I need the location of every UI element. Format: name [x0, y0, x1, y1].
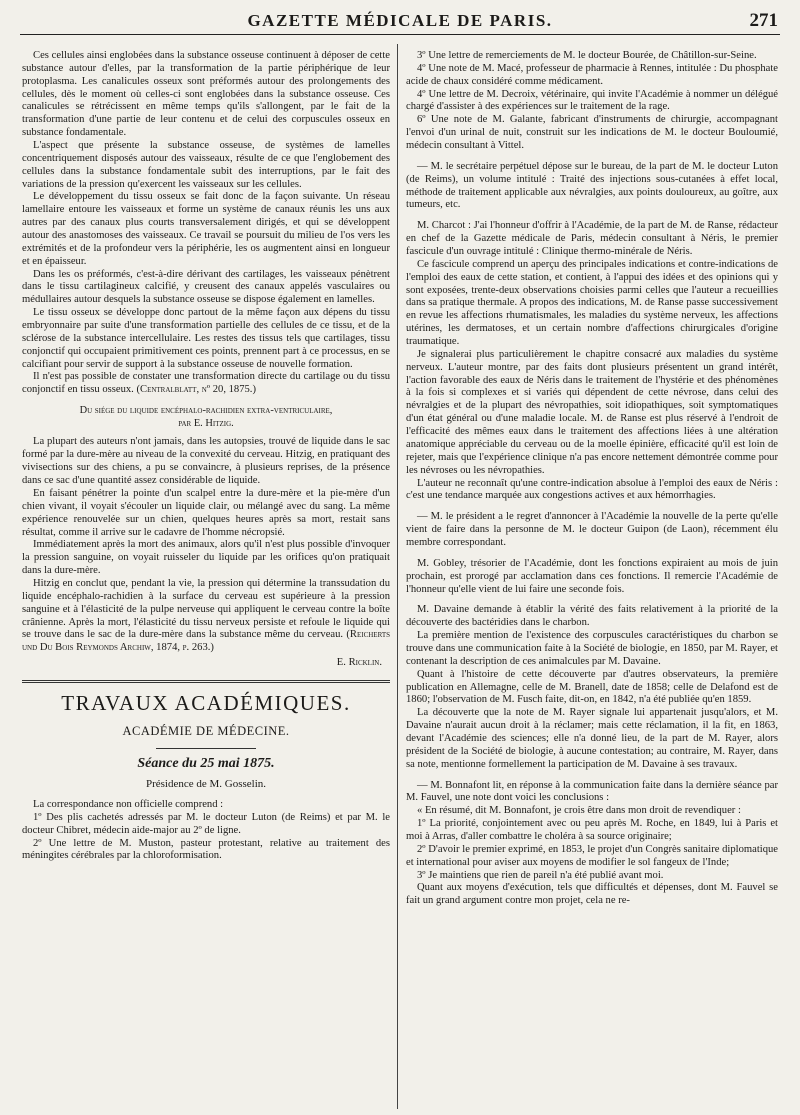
paragraph: L'auteur ne reconnaît qu'une contre-indication absolue à l'emploi des eaux de Néris : c'est une tendance marquée aux congestions actives et aux hémorrhagies. — [406, 477, 778, 502]
left-column — [22, 50, 390, 1111]
source-citation: (Centralblatt, nº 20, 1875.) — [136, 384, 256, 396]
paragraph: 3º Je maintiens que rien de pareil n'a été publié avant moi. — [417, 869, 664, 881]
paragraph: 4º Une note de M. Macé, professeur de pharmacie à Rennes, intitulée : Du phosphate acide de chaux considéré comme médicament. — [406, 62, 778, 87]
paragraph: Quant aux moyens d'exécution, tels que difficultés et dépenses, dont M. Fauvel se fait un grand argument contre mon projet, cela ne re- — [406, 882, 778, 907]
paragraph: Le développement du tissu osseux se fait donc de la façon suivante. Un réseau lamellaire entoure les vaisseaux et forme un système de canaux réunis les uns aux autres par des canaux plus courts transversalement dirigés, et qui se développent autour des anastomoses des vaisseaux. Ce travail se poursuit du milieu de l'os vers les extrémités et de la profondeur vers la périphérie, les os augmentent ainsi en longueur et en épaisseur. — [22, 191, 390, 267]
paragraph-text: Il n'est pas possible de constater une transformation directe du cartilage ou du tissu conjonctif en tissu osseux. — [22, 371, 390, 396]
paragraph: M. Charcot : J'ai l'honneur d'offrir à l'Académie, de la part de M. de Ranse, rédacteur en chef de la Gazette médicale de Paris, médecin consultant à Néris, le premier fascicule d'un ouvrage intitulé : Clinique thermo-minérale de Néris. — [406, 220, 778, 258]
paragraph: Quant à l'histoire de cette découverte par d'autres observateurs, la première publication en Allemagne, celle de M. Branell, date de 1858; celle de Delafond est de 1860; l'observation de M. Fusch faite, dit-on, en 1842, n'a été publiée qu'en 1859. — [406, 668, 778, 706]
paragraph: La première mention de l'existence des corpuscules caractéristiques du charbon se trouve dans une communication faite à la Société de biologie, en 1850, par M. Rayer, et contenant la description de ces animalcules par M. Davaine. — [406, 630, 778, 667]
column-divider — [397, 44, 398, 1109]
paragraph: M. Davaine demande à établir la vérité des faits relativement à la priorité de la découverte des bactéridies dans le charbon. — [406, 604, 778, 629]
paragraph: Ces cellules ainsi englobées dans la substance osseuse continuent à déposer de cette substance autour d'elles, par la transformation de la partie périphérique de leur protoplasma. Les canalicules osseux sont préformés autour des prolongements des cellules, dès le moment où celles-ci sont englobées dans la substance osseuse. Ces canalicules se rétrécissent en même temps qu'ils s'allongent, par le fait de la transformation d'une partie de leur contenu et de celui des corpuscules osseux en substance fondamentale. — [22, 50, 390, 139]
paragraph: L'aspect que présente la substance osseuse, de systèmes de lamelles concentriquement disposés autour des vaisseaux, résulte de ce que l'englobement des cellules dans la substance fondamentale subit des interruptions, par le fait des variations de la pression qu'exercent les vaisseaux sur les cellules. — [22, 140, 390, 190]
page-header — [20, 8, 780, 35]
paragraph: En faisant pénétrer la pointe d'un scalpel entre la dure-mère et la pie-mère d'un chien vivant, il voyait s'écouler un liquide clair, ou mélangé avec du sang. La même expérience renouvelée sur un chien, quelques heures après sa mort, restait sans résultat, comme il arrive sur le cadavre de l'homme nécropsié. — [22, 487, 390, 538]
paragraph: 2º Une lettre de M. Muston, pasteur protestant, relative au traitement des méningites cérébrales par la chloroformisation. — [22, 837, 390, 862]
paragraph: La plupart des auteurs n'ont jamais, dans les autopsies, trouvé de liquide dans le sac formé par la dure-mère au niveau de la convexité du cerveau. Hitzig, en pratiquant des vivisections sur des chiens, a pu se convaincre, à plusieurs reprises, de la présence dans ce sac d'une quantité assez considérable de liquide. — [22, 436, 390, 487]
paragraph: Le tissu osseux se développe donc partout de la même façon aux dépens du tissu embryonnaire par suite d'une transformation partielle des cellules de ce tissu, et de la sclérose de la substance intercellulaire. Les restes des tissus tels que cartilages, tissu conjonctif qui occupaient primitivement ces points, prennent part à ce processus, en se calcifiant pour servir de support à la substance osseuse de nouvelle formation. — [22, 307, 390, 370]
article-author: par E. Hitzig. — [178, 417, 234, 429]
paragraph: 1º La priorité, conjointement avec ou peu après M. Roche, en 1849, lui à Paris et moi à Arras, d'aller combattre le choléra à sa source originaire; — [406, 818, 778, 842]
paragraph: 6º Une note de M. Galante, fabricant d'instruments de chirurgie, accompagnant l'envoi d'un urinal de nuit, construit sur les indications de M. le docteur Bouloumié, médecin consultant à Vittel. — [406, 114, 778, 152]
paragraph: 1º Des plis cachetés adressés par M. le docteur Luton (de Reims) et par M. le docteur Chibret, médecin aide-major au 2º de ligne. — [22, 811, 390, 836]
paragraph: Immédiatement après la mort des animaux, alors qu'il n'est plus possible d'invoquer la pression sanguine, on voyait ruisseler du liquide par les orifices qu'on pratiquait dans la dure-mère. — [22, 539, 390, 577]
session-date: Séance du 25 mai 1875. — [137, 755, 275, 771]
section-separator — [22, 680, 390, 683]
paragraph: — M. Bonnafont lit, en réponse à la communication faite dans la dernière séance par M. Fauvel, une note dont voici les conclusions : — [406, 779, 778, 804]
journal-title: GAZETTE MÉDICALE DE PARIS. — [247, 11, 553, 30]
paragraph: 2º D'avoir le premier exprimé, en 1853, le projet d'un Congrès sanitaire diplomatique et international pour aviser aux moyens de modifier le sol fangeux de l'Inde; — [406, 843, 778, 868]
paragraph: Dans les os préformés, c'est-à-dire dérivant des cartilages, les vaisseaux pénètrent dans le tissu cartilagineux calcifié, y creusent des canaux appelés vasculaires ou médullaires autour desquels la substance osseuse se dispose également en lamelles. — [22, 268, 390, 306]
article-title — [22, 405, 390, 430]
paragraph: « En résumé, dit M. Bonnafont, je crois être dans mon droit de revendiquer : — [417, 805, 741, 817]
section-title: TRAVAUX ACADÉMIQUES. — [61, 690, 351, 715]
article-title-line: Du siége du liquide encéphalo-rachidien extra-ventriculaire, — [79, 405, 333, 417]
paragraph: — M. le président a le regret d'annoncer à l'Académie la nouvelle de la perte qu'elle vient de faire dans la personne de M. le docteur Guipon (de Laon), récemment élu membre correspondant. — [406, 511, 778, 548]
paragraph: La correspondance non officielle comprend : — [33, 799, 224, 810]
paragraph-text: Hitzig en conclut que, pendant la vie, la pression qui détermine la transsudation du liquide encéphalo-rachidien à la surface du cerveau est supérieure à la pression sanguine et à l'élasticité de la pulpe nerveuse qui appliquent le cerveau contre la boîte crânienne. Après la mort, l'élasticité du tissu nerveux persiste et refoule le liquide qui se trouve dans le sac de la dure-mère dans la substance même du cerveau. — [22, 577, 390, 641]
paragraph — [22, 371, 390, 397]
source-citation: (Reicherts und Du Bois Reymonds Archiw, 1874, p. 263.) — [22, 629, 390, 654]
paragraph: 4º Une lettre de M. Decroix, vétérinaire, qui invite l'Académie à nommer un délégué chargé d'assister à des expériences sur le traitement de la rage. — [406, 88, 778, 113]
session-president: Présidence de M. Gosselin. — [145, 777, 267, 790]
author-signature: E. Ricklin. — [336, 657, 382, 669]
paragraph: La découverte que la note de M. Rayer signale lui appartenait jusqu'alors, et M. Davaine n'aurait aucun droit à la réclamer; mais cette réclamation, il la fit, en 1863, devant l'Académie des sciences; elle n'a donné lieu, de la part de M. Rayer, alors président de la Société de biologie, à aucune contestation; au contraire, M. Rayer, dans sa note, mentionne formellement la participation de M. Davaine à ses travaux. — [406, 707, 778, 770]
page-number: 271 — [749, 10, 778, 31]
paragraph: Ce fascicule comprend un aperçu des principales indications et contre-indications de l'emploi des eaux de cette station, et contient, à l'appui des idées et des opinions qui y sont exposées, trente-deux observations choisies parmi celles que l'auteur a recueillies dans sa pratique thermale. A propos des indications, M. de Ranse passe successivement en revue les affections rhumatismales, les maladies du système nerveux, les affections utérines, les dermatoses, et un certain nombre d'affections chirurgicales d'origine traumatique. — [406, 258, 778, 348]
paragraph: — M. le secrétaire perpétuel dépose sur le bureau, de la part de M. le docteur Luton (de Reims), un volume intitulé : Traité des injections sous-cutanées à effet local, méthode de traitement applicable aux névralgies, aux points douloureux, au goître, aux tumeurs, etc. — [406, 160, 778, 211]
section-subtitle: ACADÉMIE DE MÉDECINE. — [122, 724, 290, 739]
short-rule — [156, 748, 256, 749]
paragraph — [22, 578, 390, 655]
paragraph: 3º Une lettre de remerciements de M. le docteur Bourée, de Châtillon-sur-Seine. — [417, 50, 757, 61]
right-column — [406, 50, 778, 1111]
paragraph: M. Gobley, trésorier de l'Académie, dont les fonctions expiraient au mois de juin prochain, est prorogé par acclamation dans ces fonctions. Il remercie l'Académie de l'honneur qu'elle vient de lui faire une seconde fois. — [406, 557, 778, 595]
paragraph: Je signalerai plus particulièrement le chapitre consacré aux maladies du système nerveux. L'auteur montre, par des faits dont plusieurs présentent un grand intérêt, l'action favorable des eaux de Néris dans le traitement de l'hystérie et des phénomènes à la fois si complexes et si variés qui dépendent de cette névrose, dans celui des névralgies et de la plupart des névropathies, soit idiopathiques, soit symptomatiques d'un état général ou d'une maladie locale. M. de Ranse est plus réservé à l'endroit de l'efficacité des mêmes eaux dans le traitement des affections liées à une altération anatomique appréciable du cerveau ou de la moelle épinière, efficacité qu'il est loin de rejeter, mais que l'expérience clinique n'a pas encore nettement démontrée comme pour les névroses ou les névropathies. — [406, 348, 778, 476]
